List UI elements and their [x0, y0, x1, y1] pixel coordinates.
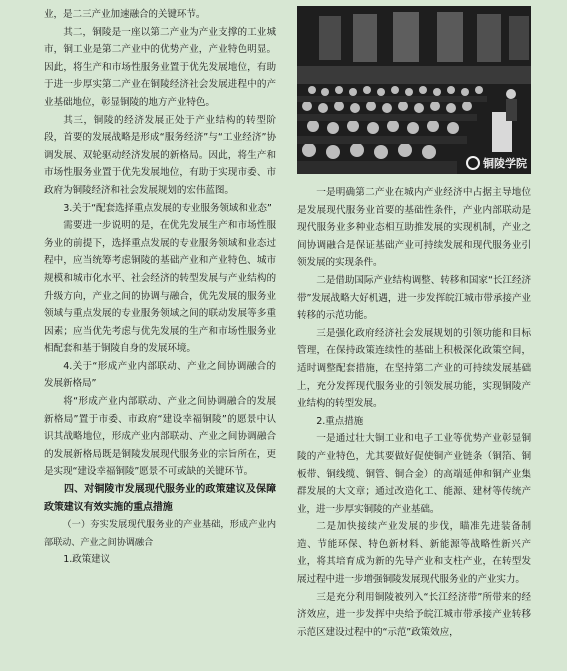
logo-text: 铜陵学院	[483, 157, 527, 170]
paragraph: 一是明确第二产业在城内产业经济中占据主导地位是发展现代服务业首要的基础性条件，产业内部联动是现代服务业多种业态相互助推发展的实现机制，产业之间协调融合是保证基础产业可持续发展和现代服务业引领发展的实现条件。	[297, 187, 531, 269]
paragraph: 3.关于“配套选择重点发展的专业服务领域和业态”	[63, 202, 272, 214]
university-logo	[466, 155, 527, 171]
left-column	[44, 6, 276, 569]
paragraph: 2.重点措施	[316, 415, 364, 427]
paragraph: 其二，铜陵是一座以第二产业为产业支撑的工业城市，铜工业是第二产业中的优势产业，产业特色明显。因此，将生产和市场性服务业置于优先发展地位，有助于进一步厚实第二产业在铜陵经济社会发展进程中的产业基础地位，彰显铜陵的地方产业特色。	[44, 26, 276, 108]
section-heading: 四、对铜陵市发展现代服务业的政策建议及保障政策建议有效实施的重点措施	[44, 484, 276, 513]
lecture-hall-photo	[297, 6, 531, 174]
paragraph: 需要进一步说明的是，在优先发展生产和市场性服务业的前提下，选择重点发展的专业服务领域和业态过程中，应当统筹考虑铜陵的基础产业和产业特色、城市规模和城市化水平、社会经济的转型发展与产业结构的升级方向，产业之间的协调与融合，优先发展的服务业领域与重点发展的专业服务领域之间的联动发展等多重因素；应当优先考虑与优先发展的生产和市场性服务业相配套和基于铜陵自身的发展环境。	[44, 220, 276, 355]
paragraph: 4.关于“形成产业内部联动、产业之间协调融合的发展新格局”	[44, 360, 276, 390]
paragraph: 二是加快接续产业发展的步伐，瞄准先进装备制造、节能环保、特色新材料、新能源等战略性新兴产业，将其培育成为新的先导产业和支柱产业，在转型发展过程中进一步增强铜陵发展现代服务业的产业实力。	[297, 521, 531, 586]
paragraph: 业，是二三产业加速融合的关键环节。	[44, 9, 206, 20]
photo-illustration	[297, 6, 531, 174]
paragraph: 将“形成产业内部联动、产业之间协调融合的发展新格局”置于市委、市政府“建设幸福铜陵”的愿景中认识其战略地位，形成产业内部联动、产业之间协调融合的发展新格局既是铜陵发展现代服务业的宗旨所在，更是实现“建设幸福铜陵”愿景不可或缺的关键环节。	[44, 396, 276, 478]
paragraph: 三是强化政府经济社会发展规划的引领功能和目标管理，在保持政策连续性的基础上积极深化政策空间，适时调整配套措施，在坚持第二产业的可持续发展基础上，充分发挥现代服务业的引领发展功能，实现铜陵产业结构的转型发展。	[297, 327, 531, 410]
paragraph: 三是充分利用铜陵被列入“长江经济带”所带来的经济效应，进一步发挥中央给予皖江城市带承接产业转移示范区建设过程中的“示范”政策效应，	[297, 591, 531, 638]
paragraph: 一是通过壮大铜工业和电子工业等优势产业彰显铜陵的产业特色，尤其要做好促使铜产业链条（铜箔、铜板带、铜线缆、铜管、铜合金）的高端延伸和铜产业集群发展的大文章；通过改造化工、能源、建材等传统产业，进一步厚实铜陵的产业基础。	[297, 433, 531, 515]
emblem-icon	[466, 156, 480, 170]
paragraph: 二是借助国际产业结构调整、转移和国家“长江经济带”发展战略大好机遇，进一步发挥皖江城市带承接产业转移的示范功能。	[297, 274, 531, 322]
paragraph: 1.政策建议	[63, 554, 111, 566]
right-column	[297, 6, 531, 641]
paragraph: 其三，铜陵的经济发展正处于产业结构的转型阶段，首要的发展战略是形成“服务经济”与“工业经济”协调发展、双轮驱动经济发展的新格局。因此，将生产和市场性服务业置于优先发展地位，有助于实现市委、市政府为铜陵经济和社会发展规划的宏伟蓝图。	[44, 114, 276, 196]
subsection-heading: （一）夯实发展现代服务业的产业基础，形成产业内部联动、产业之间协调融合	[44, 519, 276, 548]
